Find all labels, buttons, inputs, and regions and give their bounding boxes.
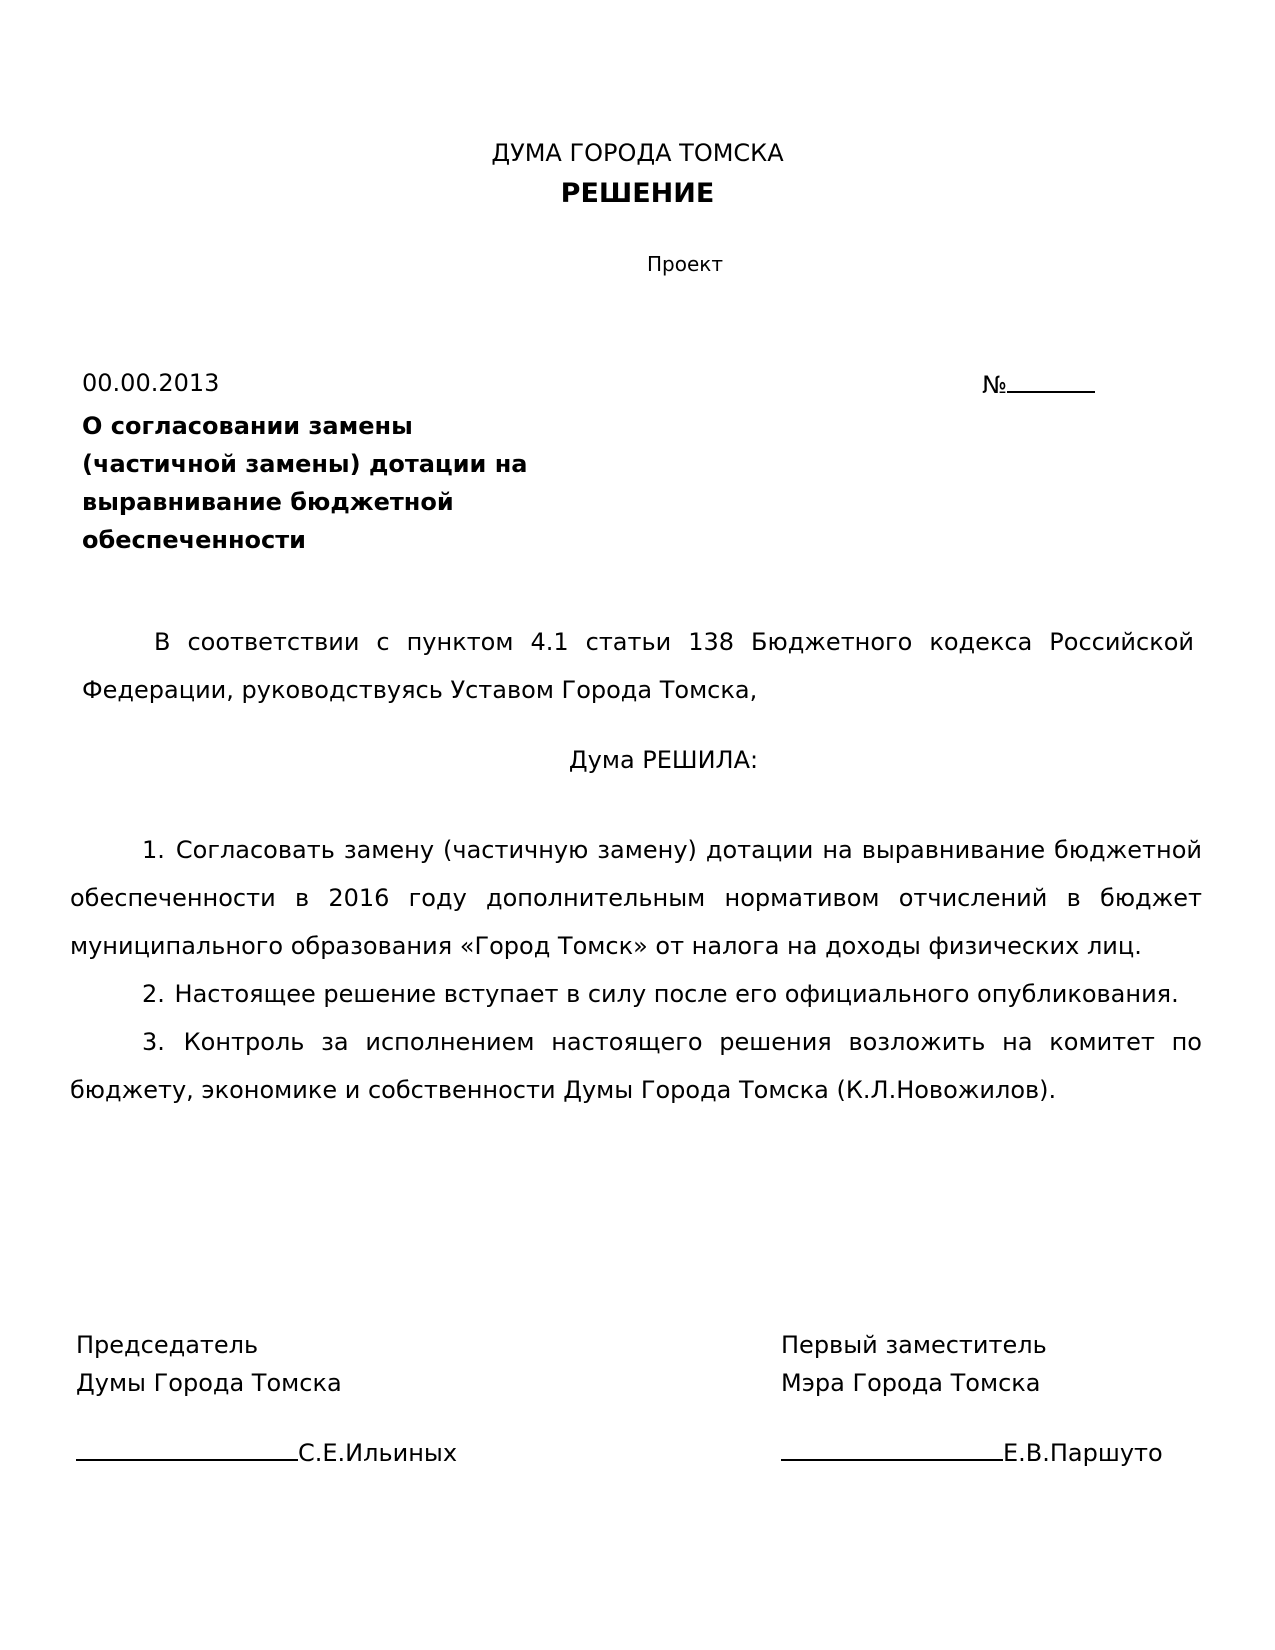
- document-number: [982, 369, 1095, 399]
- signature-right-line: [781, 1437, 1163, 1467]
- item-text: Настоящее решение вступает в силу после его официального опубликования.: [174, 980, 1179, 1008]
- item-number: 3.: [142, 1028, 165, 1056]
- draft-mark: Проект: [647, 252, 724, 276]
- document-subject: [82, 407, 582, 559]
- signatory-position: Председатель: [76, 1331, 259, 1359]
- signatory-name: Е.В.Паршуто: [1003, 1439, 1163, 1467]
- subject-line: О согласовании замены: [82, 412, 413, 440]
- item-number: 1.: [142, 836, 165, 864]
- organization-name: ДУМА ГОРОДА ТОМСКА: [491, 139, 784, 167]
- decision-item: [70, 826, 1202, 970]
- subject-line: выравнивание бюджетной: [82, 488, 454, 516]
- signature-blank-line: [781, 1437, 1003, 1461]
- signatory-body: Мэра Города Томска: [781, 1369, 1041, 1397]
- decision-item: [70, 970, 1202, 1018]
- item-text: Согласовать замену (частичную замену) дотации на выравнивание бюджетной обеспеченности в 2016 году дополнительным нормативом отчислений в бюджет муниципального образования «Город Томск» от налога на доходы физических лиц.: [70, 836, 1202, 960]
- decision-item: [70, 1018, 1202, 1114]
- item-text: Контроль за исполнением настоящего решения возложить на комитет по бюджету, экономике и собственности Думы Города Томска (К.Л.Новожилов).: [70, 1028, 1202, 1104]
- decision-header: Дума РЕШИЛА:: [568, 746, 759, 774]
- signature-right-title: [781, 1326, 1201, 1402]
- document-type-title: РЕШЕНИЕ: [560, 178, 715, 209]
- signature-left-title: [76, 1326, 496, 1402]
- signature-left-line: [76, 1437, 457, 1467]
- signature-blank-line: [76, 1437, 298, 1461]
- number-label: №: [982, 371, 1007, 399]
- number-blank-line: [1007, 369, 1095, 393]
- preamble-paragraph: В соответствии с пунктом 4.1 статьи 138 Бюджетного кодекса Российской Федерации, руководствуясь Уставом Города Томска,: [82, 628, 1194, 704]
- item-number: 2.: [142, 980, 165, 1008]
- document-date: 00.00.2013: [82, 369, 220, 397]
- signatory-body: Думы Города Томска: [76, 1369, 342, 1397]
- signatory-name: С.Е.Ильиных: [298, 1439, 458, 1467]
- decision-items: [70, 826, 1202, 1114]
- subject-line: обеспеченности: [82, 526, 306, 554]
- signatory-position: Первый заместитель: [781, 1331, 1047, 1359]
- subject-line: (частичной замены) дотации на: [82, 450, 528, 478]
